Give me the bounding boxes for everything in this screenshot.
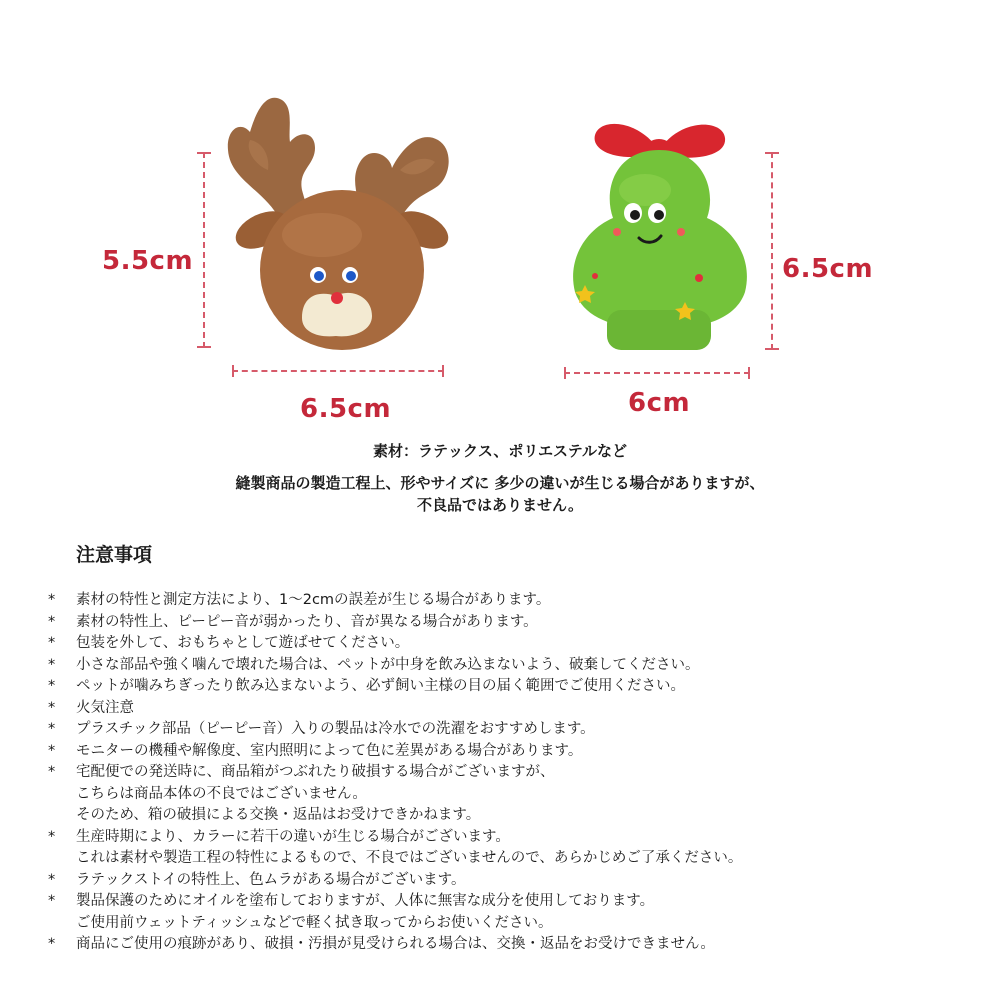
- tree-height-label: 6.5cm: [782, 254, 874, 284]
- caution-text: 素材の特性と測定方法により、1～2cmの誤差が生じる場合があります。: [76, 592, 551, 608]
- caution-text: ペットが噛みちぎったり飲み込まないよう、必ず飼い主様の目の届く範囲でご使用ください。: [76, 678, 685, 694]
- caution-item: [48, 719, 968, 741]
- reindeer-height-marker: [203, 152, 219, 348]
- tree-width-label: 6cm: [628, 388, 691, 418]
- caution-item: [48, 590, 968, 612]
- caution-title: 注意事項: [76, 544, 153, 566]
- tree-width-marker: [564, 372, 750, 386]
- reindeer-width-marker: [232, 370, 444, 384]
- caution-item: [48, 762, 968, 827]
- caution-text: 商品にご使用の痕跡があり、破損・汚損が見受けられる場合は、交換・返品をお受けできません。: [76, 936, 715, 952]
- caution-text: 火気注意: [76, 699, 134, 716]
- caution-list: [48, 590, 968, 956]
- notice: [0, 472, 1000, 516]
- bullet-star: *: [48, 678, 56, 694]
- caution-item: [48, 676, 968, 698]
- caution-item: [48, 655, 968, 677]
- caution-text: 宅配便での発送時に、商品箱がつぶれたり破損する場合がございますが、: [76, 764, 555, 780]
- caution-text: ご使用前ウェットティッシュなどで軽く拭き取ってからお使いください。: [76, 914, 553, 931]
- bullet-star: *: [48, 635, 56, 651]
- product-area: [0, 0, 1000, 430]
- caution-text: そのため、箱の破損による交換・返品はお受けできかねます。: [76, 807, 481, 823]
- caution-text: プラスチック部品（ピーピー音）入りの製品は冷水での洗濯をおすすめします。: [76, 721, 595, 737]
- bullet-star: *: [48, 592, 56, 608]
- bullet-star: *: [48, 871, 56, 888]
- bullet-star: *: [48, 721, 56, 737]
- caution-item: [48, 934, 968, 956]
- notice-line: 不良品ではありません。: [417, 496, 583, 514]
- caution-text: 小さな部品や強く噛んで壊れた場合は、ペットが中身を飲み込まないよう、破棄してください。: [76, 656, 700, 673]
- bullet-star: *: [48, 936, 56, 952]
- bullet-star: *: [48, 764, 56, 780]
- caution-text: こちらは商品本体の不良ではございません。: [76, 785, 367, 802]
- caution-item: [48, 827, 968, 870]
- bullet-star: *: [48, 699, 56, 716]
- tree-height-marker: [771, 152, 787, 350]
- caution-text: 生産時期により、カラーに若干の違いが生じる場合がございます。: [76, 828, 510, 845]
- caution-text: ラテックストイの特性上、色ムラがある場合がございます。: [76, 871, 466, 888]
- reindeer-width-label: 6.5cm: [300, 394, 392, 424]
- caution-item: [48, 741, 968, 763]
- reindeer-height-label: 5.5cm: [102, 246, 194, 276]
- caution-text: モニターの機種や解像度、室内照明によって色に差異がある場合があります。: [76, 742, 583, 759]
- bullet-star: *: [48, 656, 56, 673]
- caution-item: [48, 870, 968, 892]
- caution-text: 包装を外して、おもちゃとして遊ばせてください。: [76, 635, 410, 651]
- material-text: 素材：ラテックス、ポリエステルなど: [373, 442, 627, 460]
- caution-text: 素材の特性上、ピーピー音が弱かったり、音が異なる場合があります。: [76, 613, 538, 630]
- caution-item: [48, 633, 968, 655]
- caution-item: [48, 698, 968, 720]
- tree-toy-image: [545, 110, 775, 360]
- bullet-star: *: [48, 893, 56, 909]
- bullet-star: *: [48, 613, 56, 630]
- caution-item: [48, 891, 968, 934]
- caution-text: これは素材や製造工程の特性によるもので、不良ではございませんので、あらかじめご了承ください。: [76, 850, 743, 866]
- bullet-star: *: [48, 828, 56, 845]
- notice-line: 縫製商品の製造工程上、形やサイズに 多少の違いが生じる場合がありますが、: [235, 474, 765, 492]
- bullet-star: *: [48, 742, 56, 759]
- caution-text: 製品保護のためにオイルを塗布しておりますが、人体に無害な成分を使用しております。: [76, 893, 655, 909]
- reindeer-toy-image: [210, 70, 470, 360]
- caution-item: [48, 612, 968, 634]
